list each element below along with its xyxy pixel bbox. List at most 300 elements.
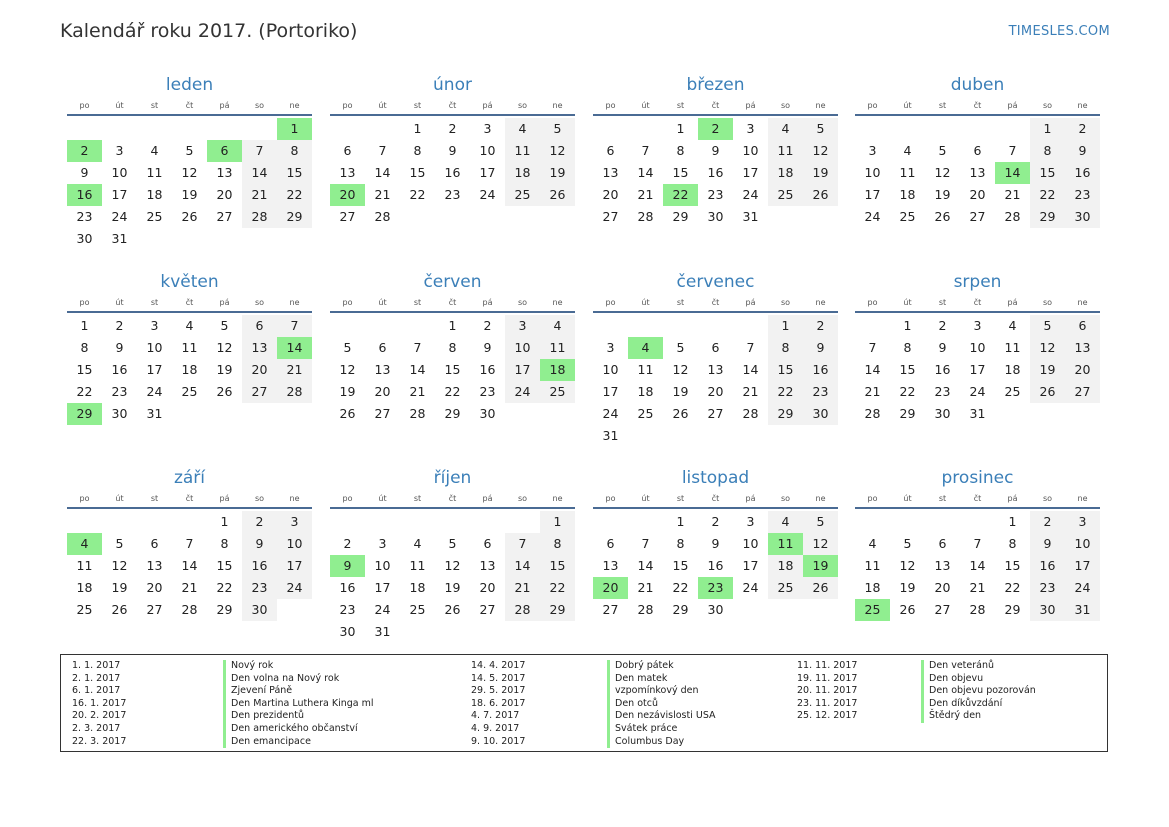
empty-cell [593,315,628,337]
weekday-label: po [605,298,616,307]
weekday-label: st [938,494,947,503]
day-cell: 22 [1030,184,1065,206]
day-cell: 26 [339,406,356,422]
day-cell: 26 [803,184,838,206]
day-cell: 22 [540,577,575,599]
weekday-label: st [938,101,947,110]
day-cell: 12 [803,533,838,555]
weekday-label: pá [482,298,493,307]
day-cell: 13 [707,362,724,378]
day-cell: 30 [242,599,277,621]
day-cell: 3 [150,318,159,333]
day-cell: 10 [742,536,759,552]
day-cell: 30 [339,624,356,640]
day-cell: 21 [969,580,986,596]
day-cell: 17 [864,187,881,203]
empty-cell [365,118,400,140]
holiday-legend [60,654,1108,752]
day-cell: 8 [903,340,912,356]
empty-cell [400,511,435,533]
day-cell: 15 [1004,558,1021,574]
day-cell: 5 [220,318,229,333]
day-cell: 30 [707,209,724,225]
month-leden [67,74,312,251]
day-cell: 21 [637,580,654,596]
holiday-day-cell: 22 [663,184,698,206]
day-cell: 25 [146,209,163,225]
day-cell: 5 [676,340,685,356]
legend-date: 29. 5. 2017 [471,685,526,697]
empty-cell [995,118,1030,140]
day-cell: 11 [181,340,198,356]
weekday-label: st [150,101,159,110]
empty-cell [960,118,995,140]
weekday-label: st [413,494,422,503]
day-cell: 4 [185,318,194,333]
day-cell: 4 [768,118,803,140]
weekday-label: po [79,298,90,307]
day-cell: 26 [111,602,128,618]
weekday-label: so [1042,494,1053,503]
day-cell: 12 [444,558,461,574]
day-cell: 3 [483,121,492,136]
day-cell: 10 [864,165,881,181]
day-cell: 21 [181,580,198,596]
day-cell: 25 [76,602,93,618]
day-cell: 31 [374,624,391,640]
day-cell: 22 [444,384,461,400]
page-title: Kalendář roku 2017. (Portoriko) [60,20,358,42]
day-cell: 21 [409,384,426,400]
day-cell: 26 [803,577,838,599]
day-cell: 17 [146,362,163,378]
day-cell: 12 [181,165,198,181]
weekday-label: ne [815,101,826,110]
day-cell: 27 [602,209,619,225]
empty-cell [207,118,242,140]
empty-cell [330,118,365,140]
weekday-header [855,96,1100,116]
month-name: leden [165,75,214,95]
site-link[interactable]: TIMESLES.COM [1008,24,1110,39]
month-name: červenec [676,272,755,292]
day-cell: 15 [216,558,233,574]
day-cell: 9 [711,536,720,552]
day-cell: 26 [181,209,198,225]
day-cell: 7 [1008,143,1017,159]
day-cell: 16 [707,165,724,181]
empty-cell [628,511,663,533]
day-cell: 29 [540,599,575,621]
legend-date: 14. 5. 2017 [471,672,526,684]
day-cell: 10 [479,143,496,159]
day-cell: 25 [1004,384,1021,400]
day-cell: 15 [899,362,916,378]
weekday-label: ne [1077,101,1088,110]
day-grid [593,315,838,448]
day-cell: 17 [374,580,391,596]
day-cell: 30 [934,406,951,422]
day-cell: 10 [374,558,391,574]
day-cell: 3 [746,514,755,529]
weekday-label: po [79,494,90,503]
month-name: březen [686,75,745,95]
day-cell: 8 [277,140,312,162]
day-cell: 3 [115,143,124,159]
day-cell: 14 [374,165,391,181]
day-cell: 28 [409,406,426,422]
day-cell: 16 [339,580,356,596]
day-cell: 14 [505,555,540,577]
day-cell: 13 [1065,337,1100,359]
day-cell: 9 [80,165,89,181]
day-cell: 13 [934,558,951,574]
day-cell: 13 [216,165,233,181]
day-cell: 7 [378,143,387,159]
day-cell: 18 [181,362,198,378]
empty-cell [470,511,505,533]
day-cell: 22 [277,184,312,206]
day-cell: 14 [969,558,986,574]
day-cell: 26 [216,384,233,400]
empty-cell [890,118,925,140]
empty-cell [925,118,960,140]
weekday-label: st [676,101,685,110]
weekday-label: čt [185,298,194,307]
day-cell: 20 [969,187,986,203]
day-cell: 15 [768,359,803,381]
empty-cell [663,315,698,337]
weekday-label: čt [973,494,982,503]
day-cell: 14 [637,165,654,181]
day-cell: 4 [540,315,575,337]
day-cell: 16 [707,558,724,574]
day-cell: 30 [803,403,838,425]
day-cell: 14 [864,362,881,378]
day-cell: 27 [934,602,951,618]
day-cell: 27 [146,602,163,618]
month-srpen [855,271,1100,425]
day-cell: 11 [899,165,916,181]
day-cell: 20 [146,580,163,596]
day-cell: 2 [483,318,492,333]
day-cell: 11 [146,165,163,181]
weekday-label: út [641,298,650,307]
day-cell: 6 [242,315,277,337]
day-cell: 28 [374,209,391,225]
day-cell: 2 [448,121,457,136]
day-cell: 16 [444,165,461,181]
day-cell: 13 [602,165,619,181]
weekday-label: pá [482,494,493,503]
weekday-label: út [378,101,387,110]
day-cell: 7 [973,536,982,552]
weekday-label: út [903,101,912,110]
day-grid [67,511,312,621]
day-cell: 18 [409,580,426,596]
day-cell: 6 [606,536,615,552]
day-cell: 6 [606,143,615,159]
holiday-day-cell: 1 [277,118,312,140]
month-listopad [593,467,838,621]
day-grid [593,511,838,621]
weekday-label: út [115,101,124,110]
day-cell: 24 [969,384,986,400]
day-cell: 14 [181,558,198,574]
day-cell: 18 [768,555,803,577]
day-cell: 31 [146,406,163,422]
day-cell: 18 [768,162,803,184]
day-cell: 22 [672,580,689,596]
weekday-label: ne [815,298,826,307]
day-cell: 23 [803,381,838,403]
day-cell: 23 [339,602,356,618]
day-cell: 15 [1030,162,1065,184]
legend-holiday-name: Den veteránů [921,660,1036,673]
day-cell: 29 [1004,602,1021,618]
month-duben [855,74,1100,228]
weekday-label: ne [1077,298,1088,307]
day-grid [855,511,1100,621]
weekday-label: pá [219,101,230,110]
day-cell: 30 [707,602,724,618]
holiday-day-cell: 20 [593,577,628,599]
day-cell: 17 [969,362,986,378]
empty-cell [400,315,435,337]
weekday-label: po [867,101,878,110]
day-cell: 3 [277,511,312,533]
weekday-header [67,293,312,313]
day-cell: 19 [540,162,575,184]
day-cell: 23 [707,187,724,203]
day-cell: 8 [80,340,89,356]
day-cell: 22 [768,381,803,403]
day-cell: 5 [1030,315,1065,337]
day-cell: 8 [413,143,422,159]
weekday-label: pá [745,494,756,503]
empty-cell [435,511,470,533]
weekday-label: pá [1007,298,1018,307]
weekday-label: pá [219,494,230,503]
day-cell: 15 [76,362,93,378]
legend-date: 1. 1. 2017 [72,660,121,671]
day-cell: 12 [339,362,356,378]
day-cell: 25 [899,209,916,225]
day-cell: 6 [378,340,387,356]
day-cell: 2 [711,514,720,529]
day-cell: 13 [602,558,619,574]
day-cell: 16 [1065,162,1100,184]
weekday-label: po [79,101,90,110]
day-cell: 10 [742,143,759,159]
legend-holiday-name: Dobrý pátek [607,660,716,673]
day-cell: 9 [242,533,277,555]
legend-date: 25. 12. 2017 [797,710,858,722]
weekday-label: čt [185,101,194,110]
legend-holiday-name: Den objevu pozorován [921,685,1036,698]
weekday-label: čt [448,298,457,307]
day-cell: 23 [76,209,93,225]
weekday-label: po [867,494,878,503]
day-cell: 9 [115,340,124,356]
day-cell: 13 [969,165,986,181]
weekday-label: čt [448,494,457,503]
day-cell: 22 [899,384,916,400]
day-cell: 16 [242,555,277,577]
weekday-label: pá [482,101,493,110]
day-cell: 24 [742,187,759,203]
day-cell: 7 [185,536,194,552]
day-cell: 22 [1004,580,1021,596]
day-cell: 27 [479,602,496,618]
day-cell: 31 [111,231,128,247]
empty-cell [960,511,995,533]
day-cell: 24 [374,602,391,618]
weekday-label: so [780,494,791,503]
month-březen [593,74,838,228]
day-cell: 11 [409,558,426,574]
day-cell: 10 [111,165,128,181]
day-cell: 10 [505,337,540,359]
legend-holiday-name: Den Martina Luthera Kinga ml [223,698,374,711]
month-září [67,467,312,621]
weekday-label: st [413,101,422,110]
day-cell: 4 [768,511,803,533]
day-cell: 23 [1030,577,1065,599]
day-cell: 25 [540,381,575,403]
holiday-day-cell: 16 [67,184,102,206]
holiday-day-cell: 4 [628,337,663,359]
day-cell: 21 [242,184,277,206]
day-cell: 15 [409,165,426,181]
day-cell: 24 [146,384,163,400]
day-cell: 9 [1030,533,1065,555]
day-cell: 5 [903,536,912,552]
day-cell: 3 [1065,511,1100,533]
day-cell: 3 [868,143,877,159]
legend-holiday-name: Den díkůvzdání [921,698,1036,711]
day-cell: 6 [711,340,720,356]
legend-date: 2. 1. 2017 [72,672,121,684]
holiday-day-cell: 14 [995,162,1030,184]
empty-cell [925,511,960,533]
legend-date: 20. 11. 2017 [797,685,858,697]
day-cell: 21 [1004,187,1021,203]
day-cell: 18 [146,187,163,203]
day-cell: 24 [505,381,540,403]
day-cell: 30 [1030,599,1065,621]
day-grid [855,315,1100,425]
weekday-label: st [413,298,422,307]
empty-cell [67,511,102,533]
day-cell: 10 [1065,533,1100,555]
holiday-day-cell: 19 [803,555,838,577]
day-cell: 5 [938,143,947,159]
day-cell: 29 [672,209,689,225]
day-cell: 5 [540,118,575,140]
day-cell: 24 [111,209,128,225]
legend-holiday-name: Columbus Day [607,736,716,749]
day-cell: 28 [637,602,654,618]
day-cell: 11 [864,558,881,574]
day-cell: 24 [277,577,312,599]
weekday-header [67,489,312,509]
day-cell: 15 [672,165,689,181]
weekday-label: st [150,298,159,307]
day-cell: 5 [803,118,838,140]
weekday-label: čt [711,494,720,503]
day-cell: 14 [242,162,277,184]
legend-names-column [607,660,716,748]
day-cell: 7 [413,340,422,356]
weekday-label: so [1042,298,1053,307]
empty-cell [330,315,365,337]
day-cell: 18 [899,187,916,203]
weekday-label: čt [973,298,982,307]
day-cell: 9 [938,340,947,356]
month-name: květen [160,272,219,292]
empty-cell [242,118,277,140]
day-cell: 21 [637,187,654,203]
day-cell: 12 [540,140,575,162]
weekday-label: st [676,298,685,307]
day-cell: 19 [803,162,838,184]
day-cell: 12 [111,558,128,574]
weekday-label: čt [448,101,457,110]
weekday-label: po [605,101,616,110]
day-cell: 18 [864,580,881,596]
empty-cell [593,511,628,533]
weekday-label: pá [745,101,756,110]
day-cell: 6 [343,143,352,159]
day-cell: 25 [181,384,198,400]
day-cell: 19 [181,187,198,203]
weekday-label: čt [711,298,720,307]
day-cell: 27 [339,209,356,225]
day-cell: 22 [76,384,93,400]
day-cell: 17 [742,558,759,574]
weekday-label: ne [1077,494,1088,503]
weekday-header [330,293,575,313]
legend-holiday-name: Svátek práce [607,723,716,736]
day-cell: 2 [1065,118,1100,140]
weekday-label: út [378,494,387,503]
day-cell: 9 [448,143,457,159]
weekday-label: st [676,494,685,503]
weekday-label: so [254,494,265,503]
month-name: duben [950,75,1005,95]
day-cell: 28 [742,406,759,422]
legend-names-column [921,660,1036,723]
empty-cell [698,315,733,337]
day-cell: 2 [1030,511,1065,533]
day-cell: 11 [76,558,93,574]
day-cell: 17 [1065,555,1100,577]
month-říjen [330,467,575,644]
day-cell: 3 [746,121,755,136]
weekday-header [593,293,838,313]
empty-cell [172,118,207,140]
day-cell: 27 [969,209,986,225]
day-cell: 1 [540,511,575,533]
day-cell: 26 [934,209,951,225]
day-cell: 20 [1065,359,1100,381]
weekday-label: so [254,101,265,110]
day-cell: 1 [1008,514,1017,529]
legend-dates-column [797,660,857,723]
weekday-label: po [867,298,878,307]
day-cell: 12 [899,558,916,574]
